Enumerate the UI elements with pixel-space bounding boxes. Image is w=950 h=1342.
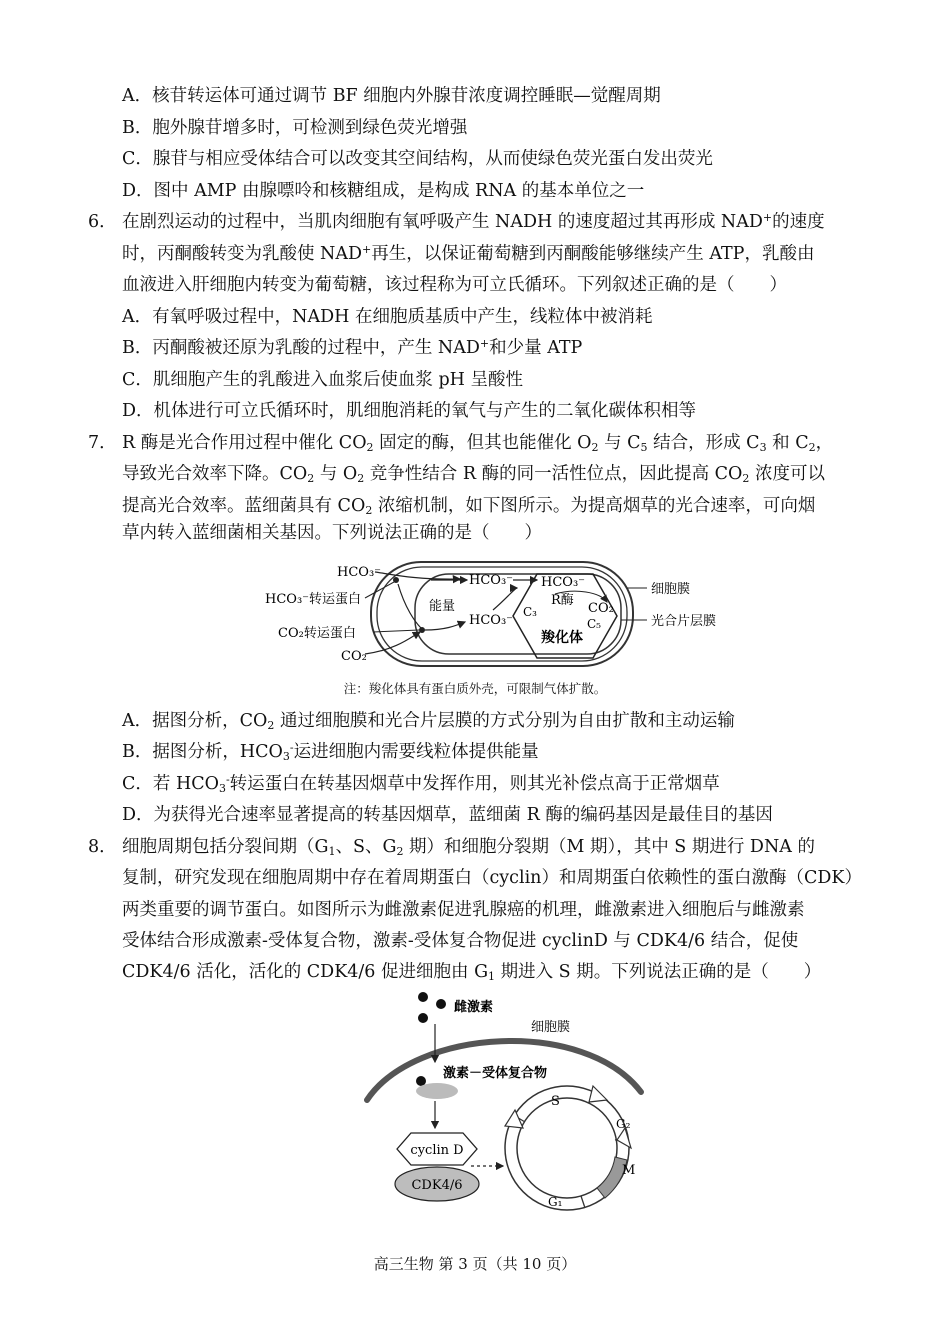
q8-cell-cycle-diagram: [355, 988, 655, 1228]
label-g1-phase: G₁: [548, 1195, 563, 1209]
label-carboxysome: 羧化体: [541, 630, 583, 646]
label-hco3-box: HCO₃⁻: [541, 575, 586, 590]
label-co2-in: CO₂: [588, 601, 614, 616]
q8-stem-line1: 细胞周期包括分裂间期（$G_1$、S、$G_2$ 期）和细胞分裂期（M 期），其中 S 期进行 DNA 的: [122, 837, 815, 858]
label-complex: 激素－受体复合物: [443, 1066, 548, 1081]
q8-stem-line2: 复制，研究发现在细胞周期中存在着周期蛋白（cyclin）和周期蛋白依赖性的蛋白激酶（CDK）: [122, 868, 862, 888]
q6-number: 6．: [88, 212, 117, 232]
q6-option-c: C．肌细胞产生的乳酸进入血浆后使血浆 pH 呈酸性: [122, 370, 523, 390]
label-co2-out: CO₂: [341, 649, 367, 664]
q7-option-a: A．据图分析，$CO_2$ 通过细胞膜和光合片层膜的方式分别为自由扩散和主动运输: [122, 711, 735, 732]
label-hco3-out: HCO₃⁻: [337, 565, 382, 580]
q6-stem-line3: 血液进入肝细胞内转变为葡萄糖，该过程称为可立氏循环。下列叙述正确的是（ ）: [122, 275, 787, 295]
label-co2-transporter: CO₂转运蛋白: [278, 626, 356, 641]
q7-option-d: D．为获得光合速率显著提高的转基因烟草，蓝细菌 R 酶的编码基因是最佳目的基因: [122, 805, 773, 825]
q7-stem-line2: 导致光合效率下降。$CO_2$ 与 $O_2$ 竞争性结合 R 酶的同一活性位点，因此提高 $CO_2$ 浓度可以: [122, 464, 825, 485]
q6-stem-line1: 在剧烈运动的过程中，当肌肉细胞有氧呼吸产生 NADH 的速度超过其再形成 NAD+的速度: [122, 211, 825, 232]
q7-stem-line4: 草内转入蓝细菌相关基因。下列说法正确的是（ ）: [122, 523, 542, 543]
label-c3: C₃: [523, 605, 537, 619]
q7-figure-note: 注：羧化体具有蛋白质外壳，可限制气体扩散。: [343, 681, 607, 696]
receptor-ellipse: [416, 1083, 458, 1099]
estrogen-dot-3: [418, 1013, 428, 1023]
label-thylakoid: 光合片层膜: [651, 614, 717, 629]
label-c5: C₅: [587, 617, 601, 631]
page-footer: 高三生物 第 3 页（共 10 页）: [373, 1255, 577, 1273]
label-s-phase: S: [551, 1094, 560, 1109]
q5-option-a: A．核苷转运体可通过调节 BF 细胞内外腺苷浓度调控睡眠—觉醒周期: [122, 86, 661, 106]
arrow-low-to-mid: [493, 588, 517, 610]
arrow-energy: [398, 584, 421, 628]
label-energy: 能量: [429, 599, 456, 614]
label-hco3-mid: HCO₃⁻: [469, 573, 514, 588]
arrow-co2-to-low: [425, 622, 465, 630]
q6-option-d: D．机体进行可立氏循环时，肌细胞消耗的氧气与产生的二氧化碳体积相等: [122, 401, 697, 421]
q8-stem-line3: 两类重要的调节蛋白。如图所示为雌激素促进乳腺癌的机理，雌激素进入细胞后与雌激素: [122, 900, 805, 920]
label-hco3-transporter: HCO₃⁻转运蛋白: [265, 592, 362, 607]
label-cdk: CDK4/6: [411, 1178, 463, 1193]
estrogen-dot-2: [436, 999, 446, 1009]
q7-cyanobacteria-diagram: [255, 558, 745, 670]
label-estrogen: 雌激素: [454, 1000, 494, 1015]
q8-stem-line5: CDK4/6 活化，活化的 CDK4/6 促进细胞由 $G_1$ 期进入 S 期。下列说法正确的是（ ）: [122, 962, 822, 983]
q7-stem-line1: R 酶是光合作用过程中催化 $CO_2$ 固定的酶，但其也能催化 $O_2$ 与 $C_5$ 结合，形成 $C_3$ 和 $C_2$，: [122, 433, 834, 454]
complex-hormone-dot: [416, 1076, 426, 1086]
q7-option-c: C．若 $HCO_3^-$转运蛋白在转基因烟草中发挥作用，则其光补偿点高于正常烟草: [122, 773, 720, 795]
label-hco3-low: HCO₃⁻: [469, 613, 514, 628]
label-cell-membrane: 细胞膜: [651, 582, 691, 597]
q5-option-c: C．腺苷与相应受体结合可以改变其空间结构，从而使绿色荧光蛋白发出荧光: [122, 149, 713, 169]
q8-number: 8．: [88, 837, 117, 857]
q7-option-b: B．据图分析，$HCO_3^-$运进细胞内需要线粒体提供能量: [122, 741, 539, 763]
q5-option-d: D．图中 AMP 由腺嘌呤和核糖组成，是构成 RNA 的基本单位之一: [122, 181, 645, 201]
q8-stem-line4: 受体结合形成激素-受体复合物，激素-受体复合物促进 cyclinD 与 CDK4/6 结合，促使: [122, 931, 799, 951]
label-r-enzyme: R酶: [551, 593, 574, 608]
q6-stem-line2: 时，丙酮酸转变为乳酸使 NAD+再生，以保证葡萄糖到丙酮酸能够继续产生 ATP，乳酸由: [122, 243, 815, 264]
label-m-phase: M: [622, 1163, 636, 1178]
q6-option-a: A．有氧呼吸过程中，NADH 在细胞质基质中产生，线粒体中被消耗: [122, 307, 653, 327]
q7-number: 7．: [88, 433, 117, 453]
label-g2-phase: G₂: [616, 1117, 631, 1131]
q5-option-b: B．胞外腺苷增多时，可检测到绿色荧光增强: [122, 118, 468, 138]
q6-option-b: B．丙酮酸被还原为乳酸的过程中，产生 NAD+和少量 ATP: [122, 337, 583, 358]
q7-stem-line3: 提高光合效率。蓝细菌具有 $CO_2$ 浓缩机制，如下图所示。为提高烟草的光合速率，可向烟: [122, 496, 816, 517]
estrogen-dot-1: [418, 992, 428, 1002]
label-cell-membrane: 细胞膜: [531, 1020, 571, 1035]
label-cyclin: cyclin D: [410, 1143, 464, 1158]
